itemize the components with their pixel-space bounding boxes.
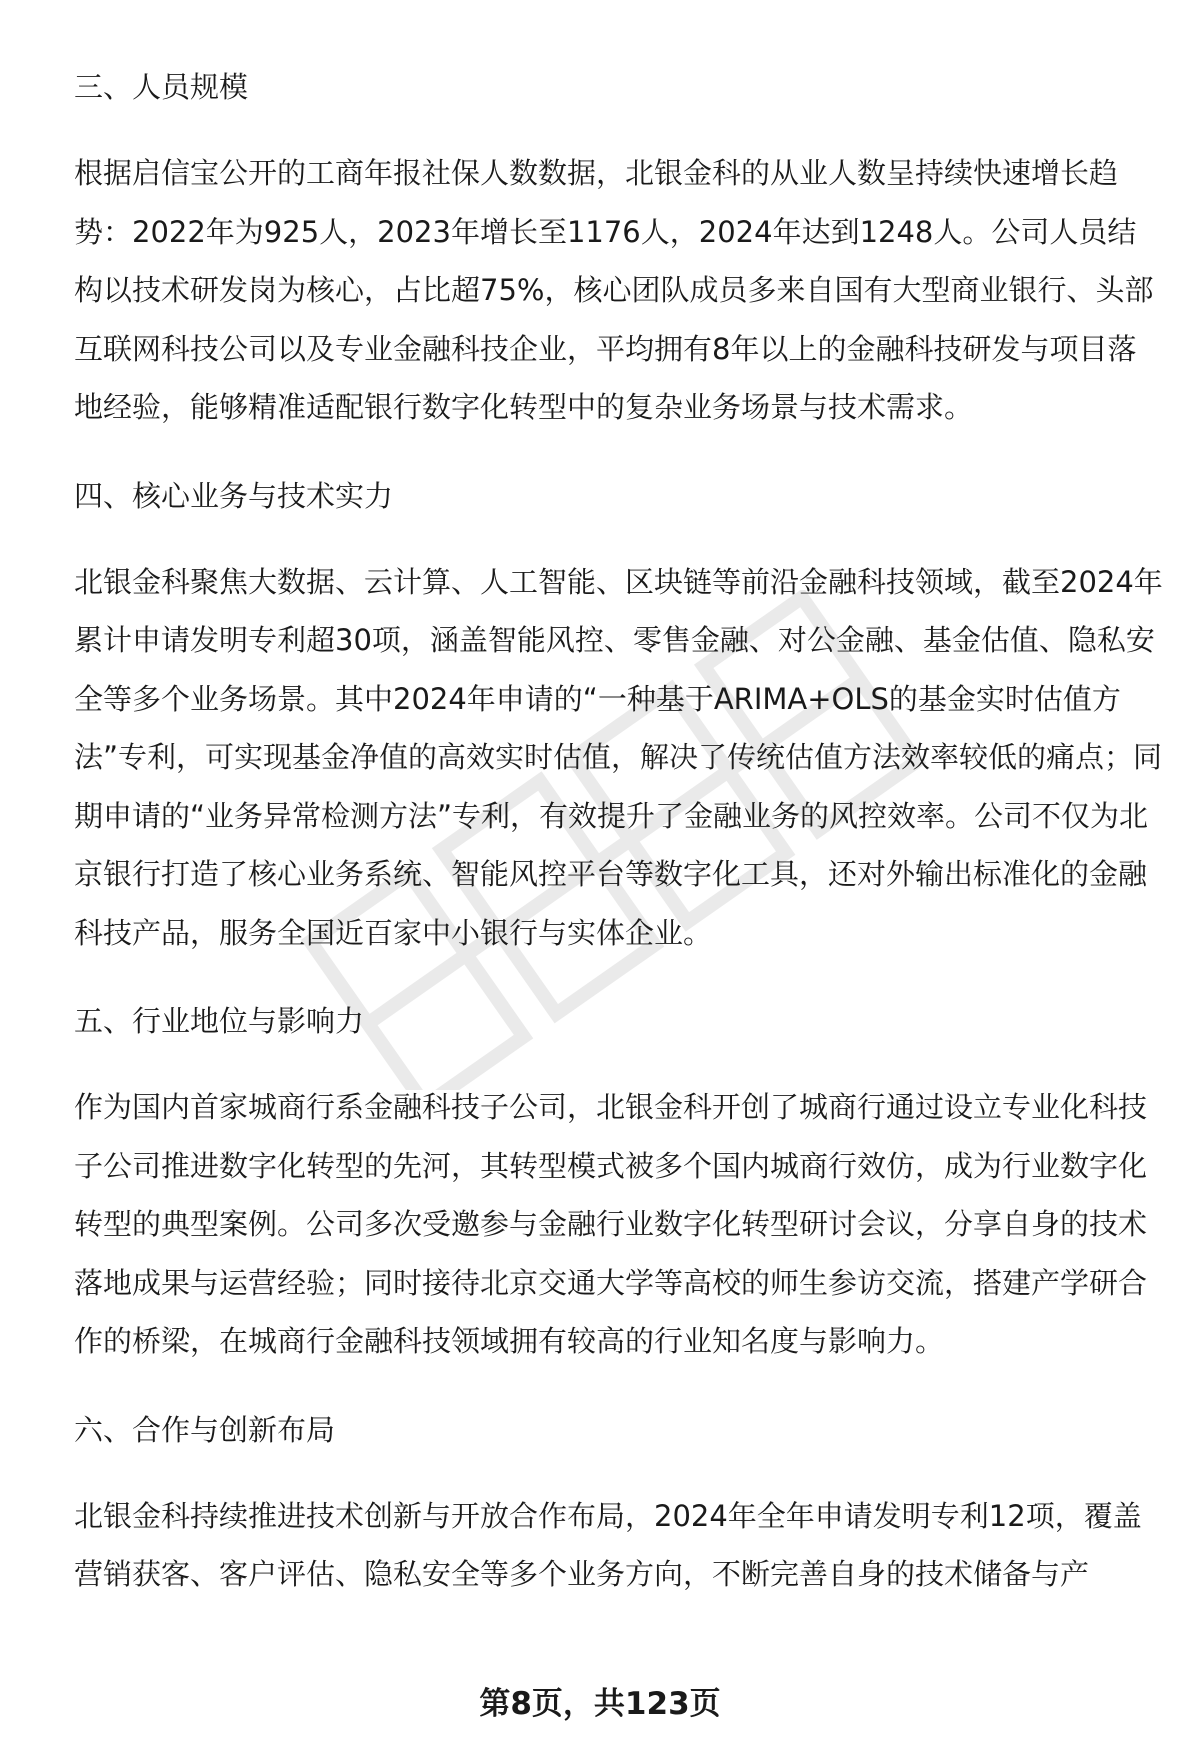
- section-paragraph-staff: 根据启信宝公开的工商年报社保人数数据，北银金科的从业人数呈持续快速增长趋势：2022年为925人，2023年增长至1176人，2024年达到1248人。公司人员结构以技术研发岗为核心，占比超75%，核心团队成员多来自国有大型商业银行、头部互联网科技公司以及专业金融科技企业，平均拥有8年以上的金融科技研发与项目落地经验，能够精准适配银行数字化转型中的复杂业务场景与技术需求。: [74, 156, 1154, 424]
- section-heading-cooperation: 六、合作与创新布局: [74, 1412, 336, 1447]
- section-paragraph-core-business: 北银金科聚焦大数据、云计算、人工智能、区块链等前沿金融科技领域，截至2024年累计申请发明专利超30项，涵盖智能风控、零售金融、对公金融、基金估值、隐私安全等多个业务场景。其中2024年申请的“一种基于ARIMA+OLS的基金实时估值方法”专利，可实现基金净值的高效实时估值，解决了传统估值方法效率较低的痛点；同期申请的“业务异常检测方法”专利，有效提升了金融业务的风控效率。公司不仅为北京银行打造了核心业务系统、智能风控平台等数字化工具，还对外输出标准化的金融科技产品，服务全国近百家中小银行与实体企业。: [74, 564, 1163, 950]
- section-heading-staff: 三、人员规模: [74, 70, 249, 104]
- section-paragraph-industry-position: 作为国内首家城商行系金融科技子公司，北银金科开创了城商行通过设立专业化科技子公司推进数字化转型的先河，其转型模式被多个国内城商行效仿，成为行业数字化转型的典型案例。公司多次受邀参与金融行业数字化转型研讨会议，分享自身的技术落地成果与运营经验；同时接待北京交通大学等高校的师生参访交流，搭建产学研合作的桥梁，在城商行金融科技领域拥有较高的行业知名度与影响力。: [74, 1090, 1148, 1358]
- section-heading-core-business: 四、核心业务与技术实力: [74, 478, 394, 513]
- page-number-footer: 第8页，共123页: [479, 1686, 721, 1722]
- document-body: [74, 58, 1164, 1634]
- section-paragraph-cooperation: 北银金科持续推进技术创新与开放合作布局，2024年全年申请发明专利12项，覆盖营销获客、客户评估、隐私安全等多个业务方向，不断完善自身的技术储备与产: [74, 1498, 1142, 1591]
- section-heading-industry-position: 五、行业地位与影响力: [74, 1004, 365, 1038]
